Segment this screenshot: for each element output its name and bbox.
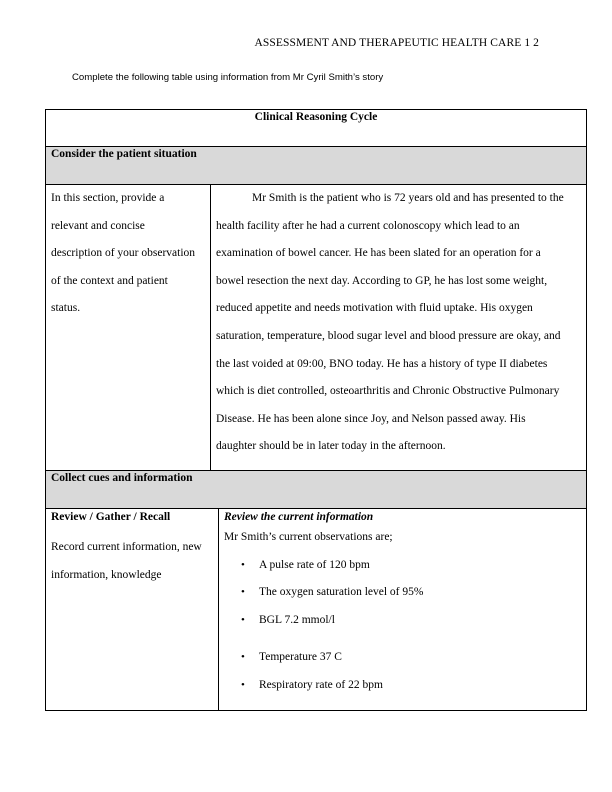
- narrative-line: bowel resection the next day. According to GP, he has lost some weight,: [216, 274, 548, 287]
- review-gather-heading: Review / Gather / Recall: [51, 511, 171, 523]
- section-heading-collect-cues: [45, 471, 587, 509]
- running-header: ASSESSMENT AND THERAPEUTIC HEALTH CARE 1 2: [254, 37, 539, 49]
- list-item: • Respiratory rate of 22 bpm: [224, 672, 581, 700]
- list-item: • Temperature 37 C: [224, 644, 581, 672]
- observations-list: [224, 552, 581, 700]
- list-item: • The oxygen saturation level of 95%: [224, 579, 581, 607]
- prompt-line: of the context and patient: [51, 274, 168, 287]
- instruction-text: Complete the following table using information from Mr Cyril Smith’s story: [72, 72, 384, 83]
- list-item: • BGL 7.2 mmol/l: [224, 607, 581, 635]
- section-heading-label: Collect cues and information: [51, 472, 193, 484]
- prompt-line: relevant and concise: [51, 219, 145, 232]
- prompt-line: In this section, provide a: [51, 192, 165, 204]
- narrative-line: reduced appetite and needs motivation with fluid uptake. His oxygen: [216, 302, 533, 315]
- narrative-line: daughter should be in later today in the afternoon.: [216, 440, 446, 453]
- list-item: • A pulse rate of 120 bpm: [224, 552, 581, 580]
- narrative-line: examination of bowel cancer. He has been slated for an operation for a: [216, 247, 541, 260]
- section-heading-label: Consider the patient situation: [51, 148, 197, 160]
- prompt-line: description of your observation: [51, 247, 196, 260]
- current-info-cell: [219, 509, 586, 710]
- section-heading-patient-situation: [45, 147, 587, 185]
- narrative-line: Disease. He has been alone since Joy, and Nelson passed away. His: [216, 412, 526, 425]
- record-line: information, knowledge: [51, 568, 162, 581]
- patient-situation-row: [45, 185, 587, 471]
- narrative-line: Mr Smith is the patient who is 72 years old and has presented to the: [252, 192, 564, 204]
- review-current-heading: Review the current information: [224, 511, 374, 523]
- prompt-line: status.: [51, 302, 81, 315]
- situation-narrative-cell: [211, 185, 586, 470]
- observations-intro: Mr Smith’s current observations are;: [224, 531, 393, 543]
- table-title-row: [45, 109, 587, 147]
- narrative-line: the last voided at 09:00, BNO today. He has a history of type II diabetes: [216, 357, 548, 370]
- collect-cues-row: [45, 509, 587, 711]
- clinical-reasoning-table: [45, 109, 587, 711]
- review-gather-cell: [46, 509, 219, 710]
- narrative-line: which is diet controlled, osteoarthritis and Chronic Obstructive Pulmonary: [216, 385, 560, 398]
- narrative-line: health facility after he had a current colonoscopy which lead to an: [216, 219, 520, 232]
- record-line: Record current information, new: [51, 541, 202, 553]
- situation-prompt-cell: [46, 185, 211, 470]
- table-title: Clinical Reasoning Cycle: [254, 111, 378, 123]
- narrative-line: saturation, temperature, blood sugar level and blood pressure are okay, and: [216, 329, 561, 342]
